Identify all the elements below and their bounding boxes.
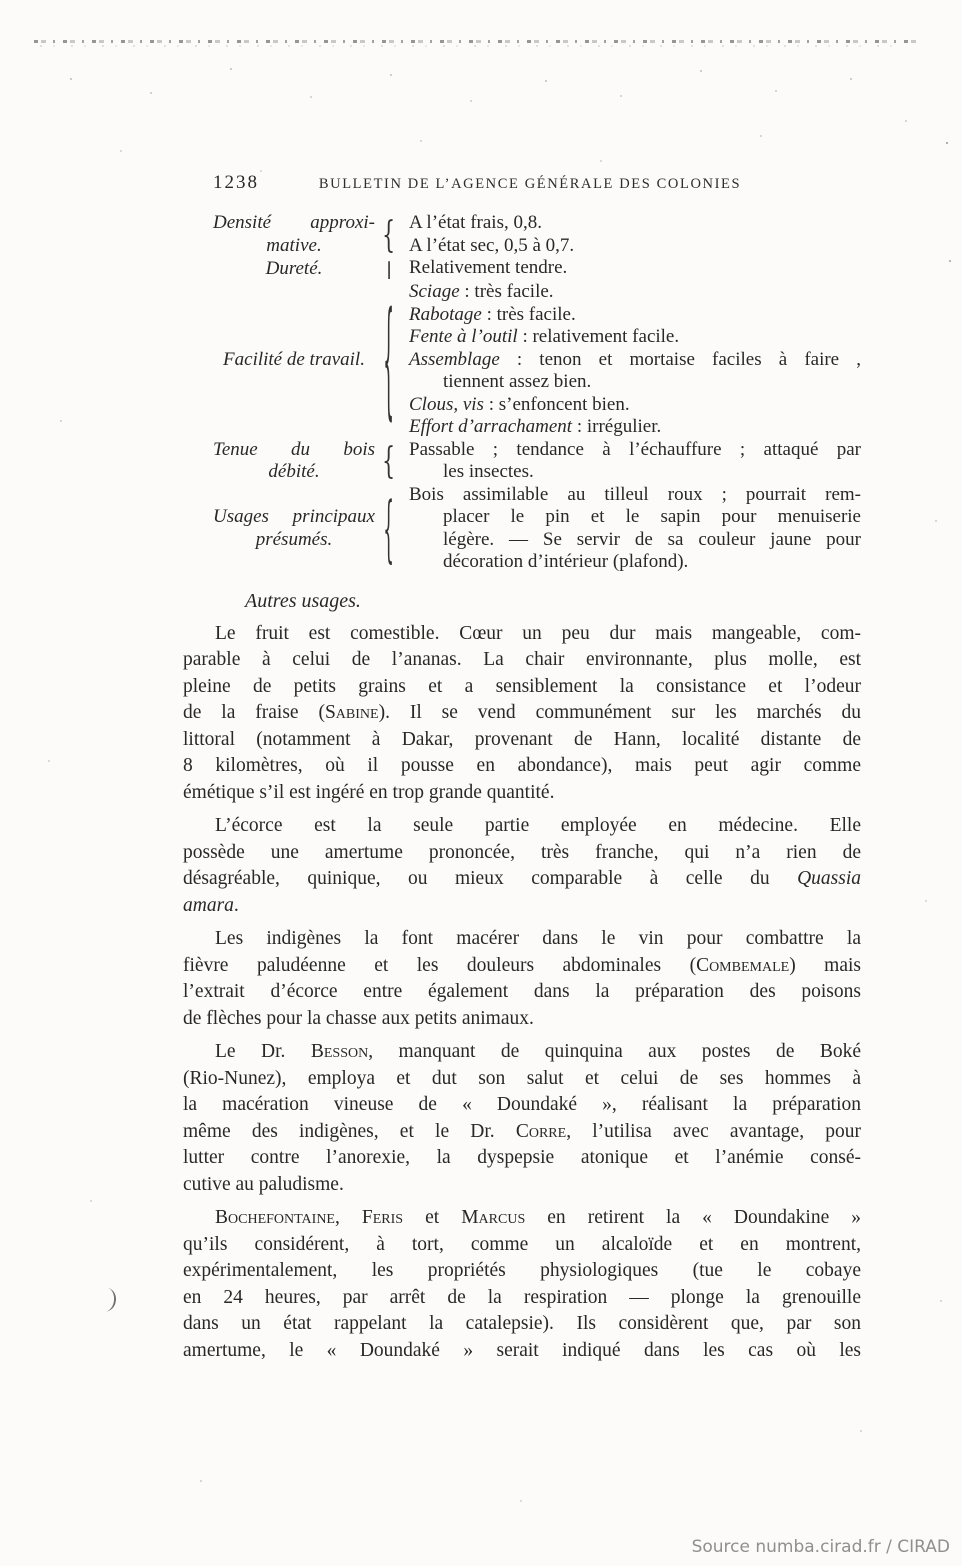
text-line (183, 1285, 861, 1312)
text-line (183, 1232, 861, 1259)
text-segment: : très facile. (481, 303, 576, 325)
brace (375, 212, 403, 257)
row-value-line (409, 394, 861, 417)
text-segment: A l’état sec, 0,5 à 0,7. (409, 234, 575, 256)
brace-icon: | (385, 258, 393, 280)
text-line (183, 866, 861, 893)
row-label-line: Usages principaux (213, 506, 375, 527)
row-value-line (409, 529, 861, 552)
text-segment: tiennent assez bien. (443, 371, 592, 392)
text-line (183, 840, 861, 867)
text-line (183, 1338, 861, 1365)
spec-row (183, 439, 861, 484)
spec-row (183, 257, 861, 281)
text-segment: possède une amertume prononcée, très franche, qui n’a rien de (183, 841, 861, 863)
page-number: 1238 (213, 172, 259, 193)
text-segment: ). Il se vend communément sur les marchés du (378, 702, 861, 723)
text-segment: ) mais (789, 954, 861, 976)
text-segment: A l’état frais, 0,8. (409, 212, 542, 233)
text-segment: dans un état rappelant la catalepsie). Ils considèrent que, par son (183, 1313, 861, 1334)
text-segment: placer le pin et le sapin pour menuiserie (443, 506, 861, 527)
text-segment: décoration d’intérieur (plafond). (443, 551, 689, 572)
text-line (183, 727, 861, 754)
spec-row (183, 281, 861, 439)
text-segment: Assemblage (409, 348, 500, 370)
text-segment: expérimentalement, les propriétés physiologiques (tue le cobaye (183, 1260, 861, 1281)
pen-mark-artifact (102, 1287, 117, 1312)
text-line (183, 1311, 861, 1338)
text-line (183, 813, 861, 840)
row-value-line (409, 551, 861, 574)
section-heading: Autres usages. (245, 589, 361, 612)
row-value-line (409, 371, 861, 394)
text-segment: les insectes. (443, 461, 534, 482)
running-title: BULLETIN DE L’AGENCE GÉNÉRALE DES COLONIES (318, 176, 742, 192)
row-label-line: débité. (268, 461, 320, 482)
text-line (183, 1039, 861, 1066)
brace (375, 281, 403, 439)
text-segment: Combemale (696, 954, 790, 976)
scan-speckles (0, 0, 2, 2)
scan-noise-band (34, 40, 918, 43)
row-label (213, 484, 375, 574)
spec-row (183, 484, 861, 574)
text-line (183, 1092, 861, 1119)
text-line (183, 926, 861, 953)
text-segment: Relativement tendre. (409, 257, 568, 278)
text-segment: Feris (361, 1207, 404, 1228)
text-segment: légère. — Se servir de sa couleur jaune pour (443, 528, 861, 550)
text-segment: : irrégulier. (572, 416, 662, 437)
row-values (403, 484, 861, 574)
text-segment: L’écorce est la seule partie employée en médecine. Elle (215, 815, 861, 836)
text-segment: , (335, 1207, 362, 1228)
paragraphs (183, 621, 861, 1365)
row-label-line: Dureté. (265, 257, 323, 279)
text-line (183, 674, 861, 701)
text-segment: qu’ils considérent, à tort, comme un alcaloïde et en montrent, (183, 1233, 861, 1255)
source-credit: Source numba.cirad.fr / CIRAD (691, 1537, 950, 1557)
brace (375, 439, 403, 484)
paragraph (183, 621, 861, 807)
text-segment: la macération vineuse de « Doundaké », réalisant la préparation (183, 1094, 861, 1115)
paragraph (183, 1039, 861, 1198)
row-value-line (409, 349, 861, 372)
text-line (183, 893, 861, 920)
text-line (183, 1172, 861, 1199)
row-value-line (409, 235, 861, 258)
spec-table (183, 212, 861, 574)
text-line (183, 647, 861, 674)
text-segment: Corre (515, 1120, 567, 1142)
row-values (403, 212, 861, 257)
brace-icon: { (383, 286, 395, 434)
text-segment: Passable ; tendance à l’échauffure ; attaqué par (409, 438, 861, 460)
text-segment: : tenon et mortaise faciles à faire , (499, 348, 861, 370)
text-segment: désagréable, quinique, ou mieux comparable à celle du (183, 868, 798, 889)
row-label-line: Tenue du bois (213, 438, 375, 460)
text-segment: Quassia (797, 868, 861, 889)
text-segment: , manquant de quinquina aux postes de Boké (368, 1041, 861, 1062)
text-segment: Effort d’arrachament (409, 416, 573, 437)
row-label-line: Facilité de travail. (223, 348, 365, 370)
text-segment: de la fraise ( (183, 702, 325, 723)
page-header (183, 172, 861, 198)
row-value-line (409, 416, 861, 439)
spec-row (183, 212, 861, 257)
row-label-line: présumés. (255, 528, 333, 550)
text-line (183, 1205, 861, 1232)
brace-icon: { (382, 213, 396, 256)
paragraph (183, 926, 861, 1032)
text-segment: cutive au paludisme. (183, 1173, 344, 1195)
text-segment: l’extrait d’écorce entre également dans la préparation des poisons (183, 981, 861, 1002)
row-label-line: Densité approxi- (213, 212, 375, 233)
text-line (183, 953, 861, 980)
text-line (183, 1145, 861, 1172)
row-label (213, 281, 375, 439)
text-segment: (Rio-Nunez), employa et dut son salut et celui de ses hommes à (183, 1067, 861, 1089)
text-segment: amertume, le « Doundaké » serait indiqué dans les cas où les (183, 1339, 861, 1361)
paragraph (183, 813, 861, 919)
text-line (183, 700, 861, 727)
text-segment: en 24 heures, par arrêt de la respiration — plonge la grenouille (183, 1286, 861, 1308)
row-value-line (409, 461, 861, 484)
text-segment: Rabotage (409, 303, 482, 325)
text-segment: 8 kilomètres, où il pousse en abondance), mais peut agir comme (183, 755, 861, 776)
document-page (183, 172, 861, 1371)
text-segment: littoral (notamment à Dakar, provenant de Hann, localité distante de (183, 728, 861, 750)
text-segment: Le fruit est comestible. Cœur un peu dur mais mangeable, com- (215, 622, 861, 644)
row-value-line (409, 484, 861, 507)
text-segment: Sabine (324, 702, 379, 723)
text-segment: de flèches pour la chasse aux petits animaux. (183, 1007, 534, 1029)
row-values (403, 281, 861, 439)
brace-icon: { (383, 486, 395, 571)
row-label (213, 257, 375, 281)
text-segment: . (233, 894, 239, 916)
text-segment: : très facile. (459, 281, 554, 302)
text-segment: , l’utilisa avec avantage, pour (566, 1120, 861, 1142)
text-segment: : relativement facile. (517, 326, 680, 347)
text-segment: Les indigènes la font macérer dans le vin pour combattre la (215, 928, 861, 949)
paragraph (183, 1205, 861, 1364)
row-value-line (409, 304, 861, 327)
row-label (213, 439, 375, 484)
brace (375, 484, 403, 574)
text-segment: Le Dr. (215, 1041, 311, 1062)
row-value-line (409, 506, 861, 529)
scan-noise-band-2 (40, 45, 900, 47)
text-segment: en retirent la « Doundakine » (525, 1207, 861, 1228)
text-line (183, 753, 861, 780)
row-value-line (409, 212, 861, 235)
text-line (183, 1258, 861, 1285)
row-value-line (409, 326, 861, 349)
row-label-line: mative. (266, 234, 322, 256)
text-segment: fièvre paludéenne et les douleurs abdominales ( (183, 954, 697, 976)
text-line (183, 780, 861, 807)
brace-icon: { (382, 440, 396, 482)
text-segment: Bochefontaine (215, 1207, 335, 1228)
row-value-line (409, 281, 861, 304)
text-segment: : s’enfoncent bien. (483, 393, 630, 415)
text-segment: Besson (310, 1041, 369, 1062)
text-line (183, 1006, 861, 1033)
text-line (183, 979, 861, 1006)
text-line (183, 1066, 861, 1093)
text-segment: Sciage (409, 281, 460, 302)
text-segment: parable à celui de l’ananas. La chair environnante, plus molle, est (183, 649, 861, 670)
text-segment: et (403, 1207, 462, 1228)
text-line (183, 621, 861, 648)
text-segment: même des indigènes, et le Dr. (183, 1120, 516, 1142)
text-segment: lutter contre l’anorexie, la dyspepsie atonique et l’anémie consé- (183, 1147, 861, 1168)
text-segment: Marcus (461, 1207, 526, 1228)
row-values (403, 257, 861, 281)
text-segment: Fente à l’outil (409, 326, 518, 347)
row-value-line (409, 257, 861, 280)
row-label (213, 212, 375, 257)
text-segment: amara (183, 894, 234, 916)
text-line (183, 1119, 861, 1146)
row-value-line (409, 439, 861, 462)
row-values (403, 439, 861, 484)
text-segment: pleine de petits grains et a sensiblement la consistance et l’odeur (183, 675, 861, 697)
brace (375, 257, 403, 281)
text-segment: émétique s’il est ingéré en trop grande quantité. (183, 781, 555, 803)
text-segment: Bois assimilable au tilleul roux ; pourrait rem- (409, 483, 861, 505)
text-segment: Clous, vis (409, 393, 484, 415)
